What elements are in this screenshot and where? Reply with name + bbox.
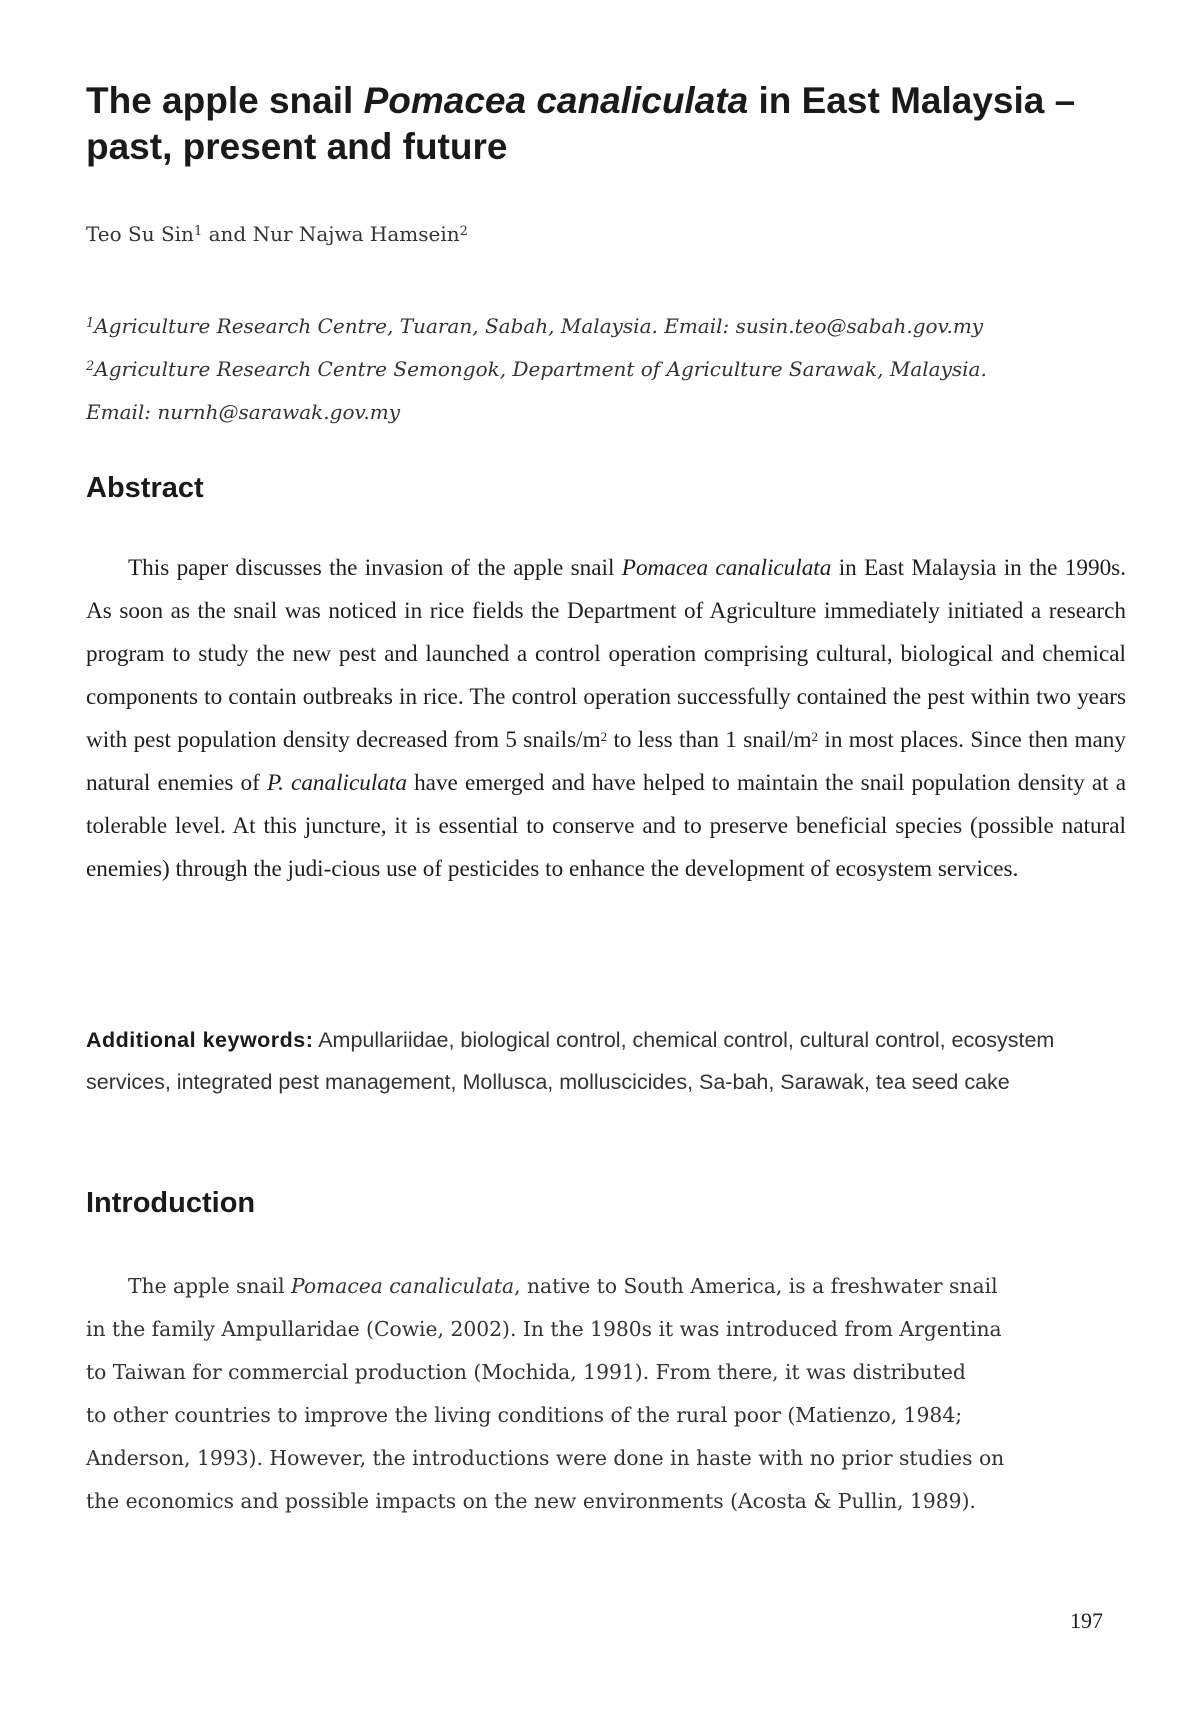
intro-line: The apple snail Pomacea canaliculata, native to South America, is a freshwater snail	[128, 1274, 998, 1298]
introduction-heading: Introduction	[86, 1187, 256, 1219]
affiliation-2: $^2$Agriculture Research Centre Semongok, Department of Agriculture Sarawak, Malaysia.	[86, 357, 987, 381]
abstract-heading: Abstract	[86, 472, 204, 504]
author-1: Teo Su Sin	[86, 222, 194, 246]
title-species-name: Pomacea canaliculata	[363, 80, 749, 121]
intro-line: Anderson, 1993). However, the introductions were done in haste with no prior studies on	[86, 1446, 1005, 1470]
intro-line: the economics and possible impacts on the new environments (Acosta & Pullin, 1989).	[86, 1489, 976, 1513]
affiliation-2-email: Email: nurnh@sarawak.gov.my	[86, 400, 401, 424]
keywords-list: Ampullariidae, biological control, chemical control, cultural control, ecosystem services, integrated pest management, Mollusca, molluscicides, Sa-bah, Sarawak, tea seed cake	[86, 1028, 1055, 1094]
paper-title: The apple snail Pomacea canaliculata in East Malaysia – past, present and future	[86, 80, 1076, 167]
affiliation-1: $^1$Agriculture Research Centre, Tuaran, Sabah, Malaysia. Email: susin.teo@sabah.gov.my	[86, 314, 984, 338]
affiliations	[86, 305, 1146, 434]
abstract-paragraph: This paper discusses the invasion of the apple snail Pomacea canaliculata in East Malaysia in the 1990s. As soon as the snail was noticed in rice fields the Department of Agriculture immediately initiated a research program to study the new pest and launched a control operation comprising cultural, biological and chemical components to contain outbreaks in rice. The control operation successfully contained the pest within two years with pest population density decreased from 5 snails/$m^2$ to less than 1 snail/$m^2$ in most places. Since then many natural enemies of P. canaliculata have emerged and have helped to maintain the snail population density at a tolerable level. At this juncture, it is essential to conserve and to preserve beneficial species (possible natural enemies) through the judi-cious use of pesticides to enhance the development of ecosystem services.	[86, 555, 1126, 882]
page-number: 197	[1070, 1608, 1103, 1633]
intro-line: to other countries to improve the living conditions of the rural poor (Matienzo, 1984;	[86, 1403, 963, 1427]
author-2: Nur Najwa Hamsein	[252, 222, 460, 246]
intro-line: to Taiwan for commercial production (Mochida, 1991). From there, it was distributed	[86, 1360, 966, 1384]
keywords-label: Additional keywords:	[86, 1028, 314, 1052]
introduction-paragraph	[86, 1265, 1126, 1523]
intro-line: in the family Ampullaridae (Cowie, 2002). In the 1980s it was introduced from Argentina	[86, 1317, 1002, 1341]
author-line: Teo Su Sin$^1$ and Nur Najwa Hamsein$^2$	[86, 222, 468, 246]
keywords-paragraph	[86, 1019, 1126, 1103]
